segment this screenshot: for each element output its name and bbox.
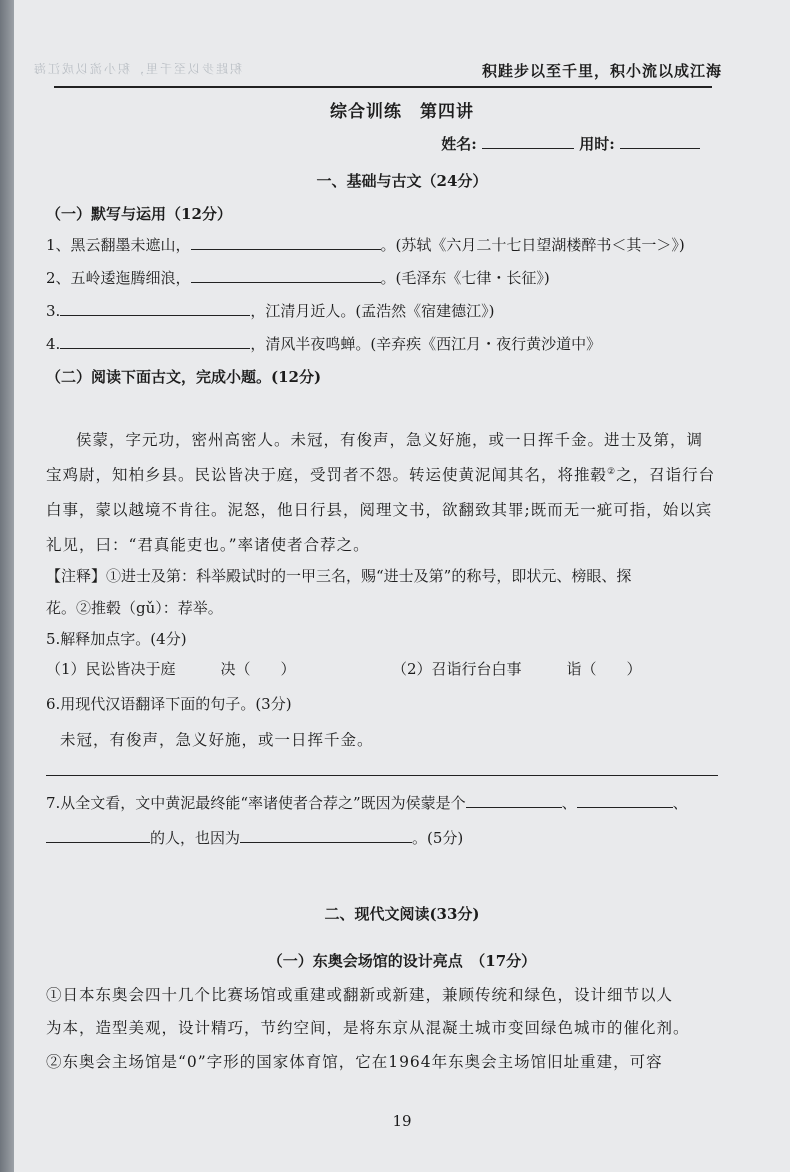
header-motto: 积跬步以至千里，积小流以成江海 — [481, 62, 722, 80]
name-label: 姓名: — [441, 135, 477, 153]
name-blank[interactable] — [482, 134, 574, 149]
part1-heading: （一）默写与运用（12分） — [46, 205, 232, 223]
translation-answer-line[interactable] — [46, 775, 718, 776]
question-5-right: （2）召诣行台白事 诣（ ） — [392, 660, 642, 678]
recite-item-1: 1、黑云翻墨未遮山， 。(苏轼《六月二十七日望湖楼醉书＜其一＞》) — [46, 236, 685, 254]
q7-blank-4[interactable] — [240, 828, 412, 843]
time-blank[interactable] — [620, 134, 700, 149]
question-5-left: （1）民讼皆决于庭 决（ ） — [46, 660, 296, 678]
q7-blank-1[interactable] — [466, 793, 562, 808]
annotation-line-2: 花。②推毂（gǔ）：荐举。 — [46, 599, 223, 617]
part2-heading: （二）阅读下面古文，完成小题。(12分) — [46, 368, 322, 386]
q7-blank-2[interactable] — [577, 793, 673, 808]
recite-item-3: 3. ，江清月近人。(孟浩然《宿建德江》) — [46, 302, 495, 320]
reading-article-heading: （一）东奥会场馆的设计亮点 （17分） — [267, 952, 537, 970]
footnote-marker: ② — [607, 466, 617, 477]
q7-blank-3[interactable] — [46, 828, 150, 843]
question-6-sentence: 未冠，有俊声，急义好施，或一日挥千金。 — [60, 731, 374, 749]
recite-blank-3[interactable] — [60, 301, 250, 316]
article-paragraph-line-3: ②东奥会主场馆是“0”字形的国家体育馆，它在1964年东奥会主场馆旧址重建，可容 — [46, 1053, 663, 1071]
question-5-stem: 5.解释加点字。(4分) — [46, 630, 187, 648]
time-label: 用时: — [579, 135, 615, 153]
article-paragraph-line-1: ①日本东奥会四十几个比赛场馆或重建或翻新或新建，兼顾传统和绿色，设计细节以人 — [46, 986, 674, 1004]
page-title: 综合训练 第四讲 — [330, 102, 474, 122]
recite-item-4: 4. ，清风半夜鸣蝉。(辛弃疾《西江月・夜行黄沙道中》 — [46, 335, 602, 353]
question-6-stem: 6.用现代汉语翻译下面的句子。(3分) — [46, 695, 292, 713]
header-rule — [54, 86, 712, 88]
section1-heading: 一、基础与古文（24分） — [316, 172, 488, 190]
recite-blank-1[interactable] — [191, 235, 381, 250]
recite-item-2: 2、五岭逶迤腾细浪， 。(毛泽东《七律・长征》) — [46, 269, 550, 287]
workbook-page — [14, 0, 790, 1172]
classical-passage-line-3: 白事，蒙以越境不肯往。泥怒，他日行县，阅理文书，欲翻致其罪;既而无一疵可指，始以宾 — [46, 501, 713, 519]
question-7-line-2: 的人，也因为 。(5分) — [46, 827, 463, 848]
recite-blank-2[interactable] — [191, 268, 381, 283]
annotation-line-1: 【注释】①进士及第：科举殿试时的一甲三名，赐“进士及第”的称号，即状元、榜眼、探 — [46, 567, 632, 585]
recite-blank-4[interactable] — [60, 334, 250, 349]
classical-passage-line-4: 礼见，曰：“君真能吏也。”率诸使者合荐之。 — [46, 536, 370, 554]
page-number: 19 — [392, 1112, 412, 1130]
article-paragraph-line-2: 为本，造型美观，设计精巧，节约空间，是将东京从混凝土城市变回绿色城市的催化剂。 — [46, 1019, 690, 1037]
book-spine — [0, 0, 14, 1172]
classical-passage-line-1: 侯蒙，字元功，密州高密人。未冠，有俊声，急义好施，或一日挥千金。进士及第，调 — [76, 431, 704, 449]
section2-heading: 二、现代文阅读(33分) — [324, 905, 480, 923]
bleed-through-text: 积跬步以至千里，积小流以成江海 — [32, 62, 243, 76]
question-7-line-1: 7.从全文看，文中黄泥最终能“率诸使者合荐之”既因为侯蒙是个 、 、 — [46, 794, 688, 812]
student-info-line — [441, 133, 700, 154]
classical-passage-line-2: 宝鸡尉，知柏乡县。民讼皆决于庭，受罚者不怨。转运使黄泥闻其名，将推毂②之，召诣行台 — [46, 466, 716, 484]
